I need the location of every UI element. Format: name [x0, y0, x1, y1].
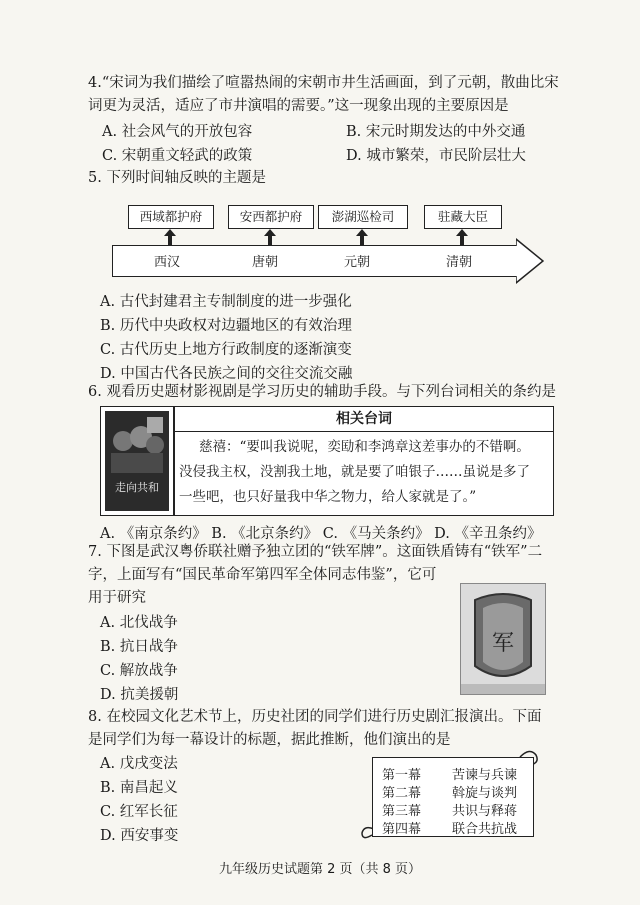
question-4-option-c[interactable]: C. 宋朝重文轻武的政策 [102, 148, 253, 164]
question-7-option-d[interactable]: D. 抗美援朝 [100, 687, 179, 703]
timeline-era-4: 清朝 [446, 255, 473, 270]
timeline-box-2: 安西都护府 [228, 205, 314, 229]
question-8-option-a[interactable]: A. 戊戌变法 [100, 756, 178, 772]
act-2-title: 斡旋与谈判 [452, 786, 518, 801]
timeline-box-1: 西域都护府 [128, 205, 214, 229]
act-1-title: 苦谏与兵谏 [452, 768, 518, 783]
act-1-label: 第一幕 [382, 768, 422, 783]
act-4-label: 第四幕 [382, 822, 422, 837]
act-1 [382, 764, 518, 783]
question-8-option-d[interactable]: D. 西安事变 [100, 828, 179, 844]
timeline-box-3: 澎湖巡检司 [318, 205, 408, 229]
question-4 [88, 72, 568, 118]
question-4-option-b[interactable]: B. 宋元时期发达的中外交通 [346, 124, 526, 140]
poster-title: 走向共和 [115, 481, 159, 494]
dialogue-line-2: 没侵我主权，没割我土地，就是要了咱银子……虽说是多了 [179, 464, 530, 480]
question-4-stem-line-1: 4.“宋词为我们描绘了喧嚣热闹的宋朝市井生活画面，到了元朝，散曲比宋 [88, 75, 559, 91]
question-4-stem-line-2: 词更为灵活，适应了市井演唱的需要。”这一现象出现的主要原因是 [88, 98, 509, 114]
question-5-option-a[interactable]: A. 古代封建君主专制制度的进一步强化 [100, 294, 352, 310]
timeline-era-1: 西汉 [154, 255, 181, 270]
dialogue-line-3: 一些吧，也只好量我中华之物力，给人家就是了。” [179, 489, 477, 505]
question-5-option-d[interactable]: D. 中国古代各民族之间的交往交流交融 [100, 366, 353, 382]
arrow-head-icon [516, 238, 544, 284]
act-2 [382, 782, 518, 801]
dialogue-table [100, 406, 554, 516]
question-7-stem-line-2: 字，上面写有“国民革命军第四军全体同志伟鉴”，它可 [88, 567, 437, 583]
timeline-era-3: 元朝 [344, 255, 371, 270]
shield-character: 军 [491, 631, 515, 656]
question-8-stem-line-1: 8. 在校园文化艺术节上，历史社团的同学们进行历史剧汇报演出。下面 [88, 709, 542, 725]
question-8-option-b[interactable]: B. 南昌起义 [100, 780, 178, 796]
timeline-era-2: 唐朝 [252, 255, 279, 270]
timeline-box-4: 驻藏大臣 [424, 205, 502, 229]
scroll-act-titles [360, 745, 540, 841]
question-8-stem-line-2: 是同学们为每一幕设计的标题，据此推断，他们演出的是 [88, 732, 451, 748]
question-7-option-c[interactable]: C. 解放战争 [100, 663, 178, 679]
question-7-option-b[interactable]: B. 抗日战争 [100, 639, 178, 655]
act-4 [382, 818, 518, 837]
question-5-stem: 5. 下列时间轴反映的主题是 [88, 170, 266, 186]
act-3-title: 共识与释蒋 [452, 804, 518, 819]
up-arrow-icon [356, 229, 368, 245]
page-footer: 九年级历史试题第 2 页（共 8 页） [218, 862, 422, 877]
drama-poster-image [105, 411, 169, 511]
up-arrow-icon [164, 229, 176, 245]
question-6-stem: 6. 观看历史题材影视剧是学习历史的辅助手段。与下列台词相关的条约是 [88, 384, 556, 400]
timeline-diagram [112, 205, 542, 285]
question-5 [88, 167, 568, 190]
question-8-option-c[interactable]: C. 红军长征 [100, 804, 178, 820]
dialogue-line-1: 慈禧：“要叫我说呢，奕劻和李鸿章这差事办的不错啊。 [199, 439, 530, 455]
question-5-option-c[interactable]: C. 古代历史上地方行政制度的逐渐演变 [100, 342, 352, 358]
iron-army-shield-image [460, 583, 546, 695]
question-7-stem-line-1: 7. 下图是武汉粤侨联社赠予独立团的“铁军牌”。这面铁盾铸有“铁军”二 [88, 544, 543, 560]
question-7-option-a[interactable]: A. 北伐战争 [100, 615, 178, 631]
act-4-title: 联合共抗战 [452, 822, 518, 837]
question-4-option-d[interactable]: D. 城市繁荣，市民阶层壮大 [346, 148, 526, 164]
question-7-stem-line-3: 用于研究 [88, 590, 146, 606]
question-4-option-a[interactable]: A. 社会风气的开放包容 [102, 124, 253, 140]
act-2-label: 第二幕 [382, 786, 422, 801]
question-6-options[interactable]: A. 《南京条约》 B. 《北京条约》 C. 《马关条约》 D. 《辛丑条约》 [100, 526, 542, 542]
up-arrow-icon [264, 229, 276, 245]
up-arrow-icon [456, 229, 468, 245]
question-5-option-b[interactable]: B. 历代中央政权对边疆地区的有效治理 [100, 318, 352, 334]
dialogue-text [179, 435, 549, 510]
act-3-label: 第三幕 [382, 804, 422, 819]
table-header: 相关台词 [175, 407, 553, 432]
question-6 [88, 381, 568, 404]
act-3 [382, 800, 518, 819]
